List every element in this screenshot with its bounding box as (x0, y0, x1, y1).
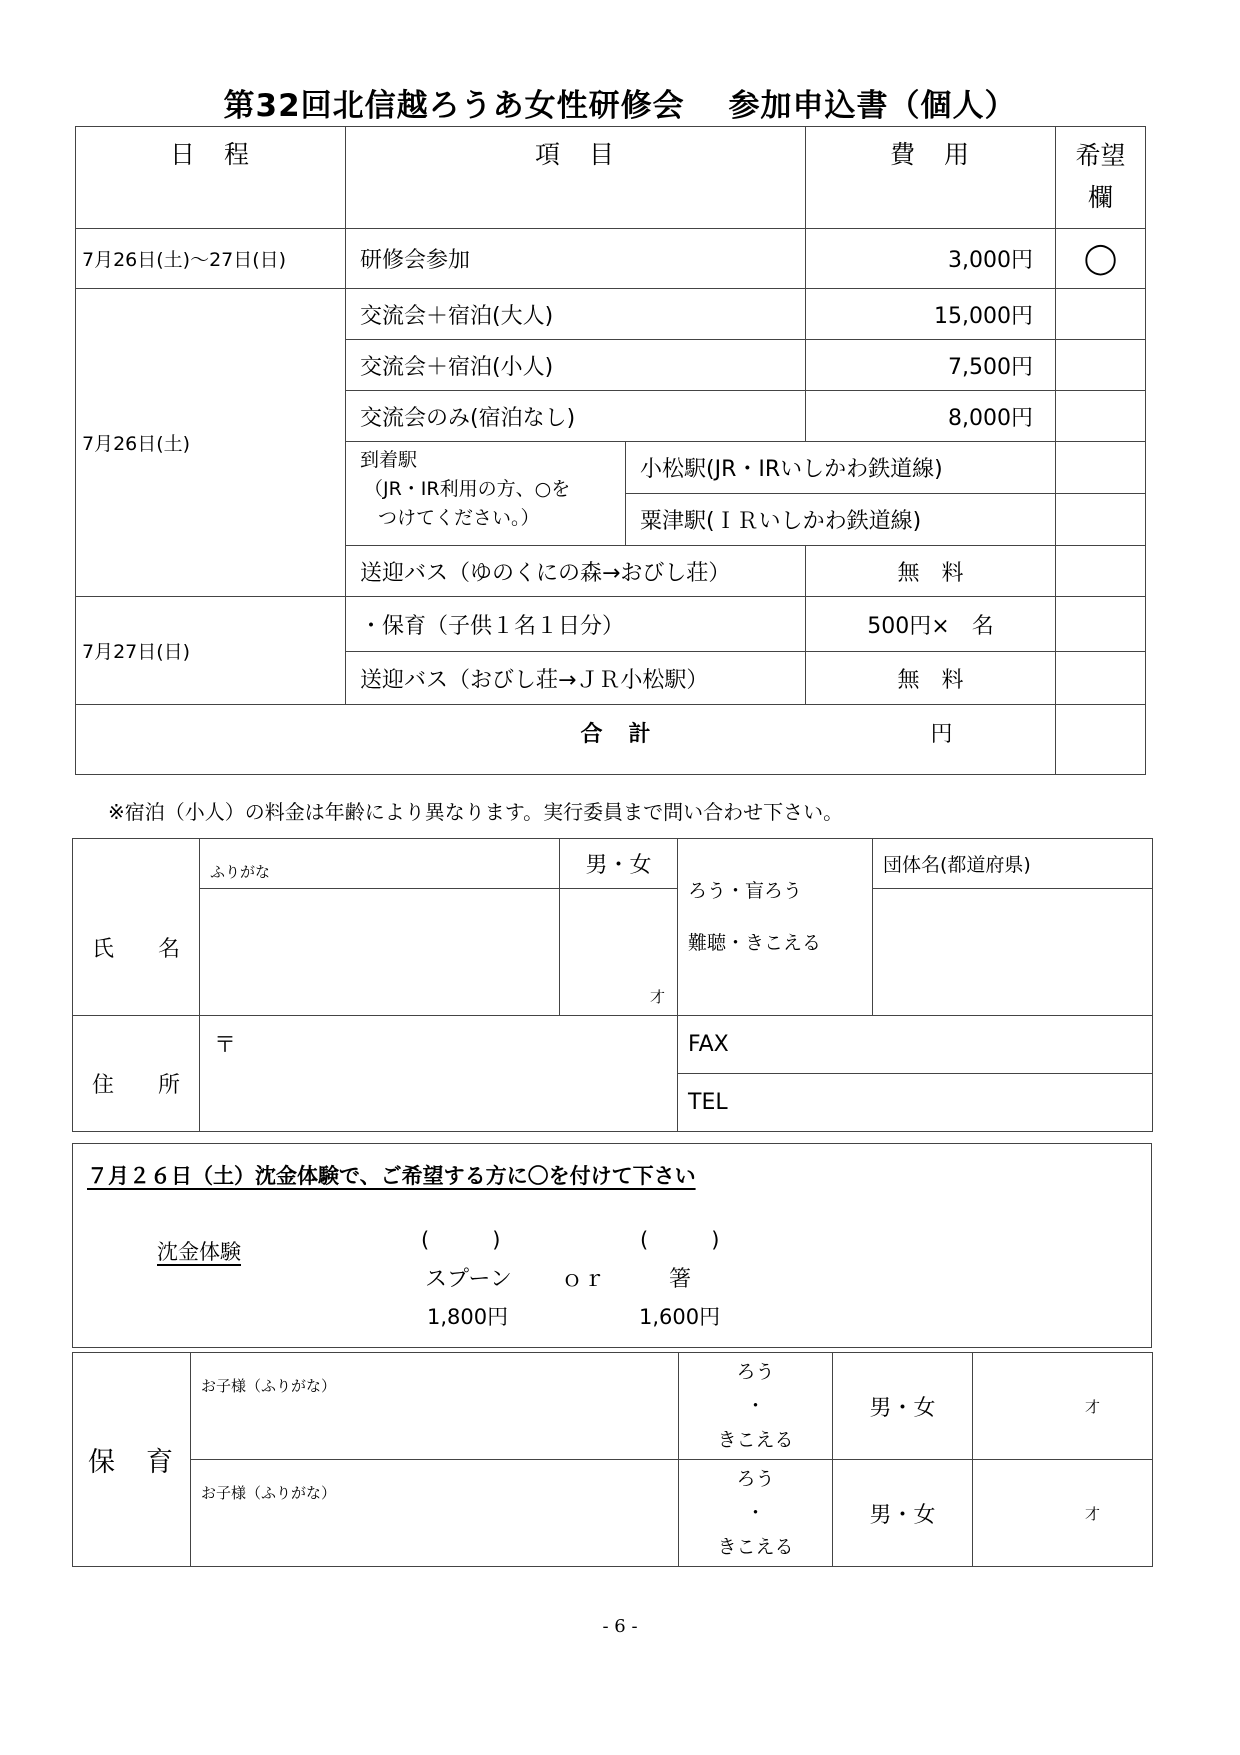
header-wish (1056, 127, 1146, 229)
group-field[interactable] (873, 889, 1153, 1016)
page-title: 第32回北信越ろうあ女性研修会 参加申込書（個人） (223, 88, 1017, 124)
wish-seminar-circle[interactable]: ◯ (1056, 229, 1146, 289)
postal-mark: 〒 (214, 1033, 237, 1058)
total-value-cell[interactable] (1056, 705, 1146, 775)
page-number: - 6 - (602, 1616, 638, 1637)
cost-bus-day1: 無 料 (806, 546, 1056, 597)
header-item: 項 目 (346, 127, 806, 229)
child1-name-field[interactable] (191, 1353, 679, 1460)
arrival-label (346, 442, 626, 546)
child1-furigana: お子様（ふりがな） (201, 1377, 337, 1395)
experience-box (72, 1143, 1152, 1348)
wish-station-komatsu[interactable] (1056, 442, 1146, 494)
child1-hearing-line2: ・ (745, 1395, 765, 1417)
wish-bus-day1[interactable] (1056, 546, 1146, 597)
hearing-line2: 難聴・きこえる (688, 932, 822, 954)
item-party-adult: 交流会＋宿泊(大人) (346, 289, 806, 340)
item-seminar: 研修会参加 (346, 229, 806, 289)
address-field[interactable] (200, 1016, 678, 1132)
child1-hearing-line3: きこえる (717, 1429, 794, 1451)
fax-label: FAX (688, 1032, 729, 1057)
child2-hearing-line2: ・ (745, 1502, 765, 1524)
sex-select[interactable]: 男・女 (560, 839, 678, 889)
spoon-choice[interactable]: ( ) (421, 1228, 501, 1252)
tel-label: TEL (688, 1090, 728, 1115)
spoon-label: スプーン (425, 1267, 512, 1292)
item-childcare: ・保育（子供１名１日分） (346, 597, 806, 652)
header-wish-line2: 欄 (1088, 183, 1114, 212)
group-label: 団体名(都道府県) (873, 839, 1153, 889)
date-day2: 7月27日(日) (76, 597, 346, 705)
item-party-only: 交流会のみ(宿泊なし) (346, 391, 806, 442)
age-field[interactable] (560, 889, 678, 1016)
arrival-label-line2: （JR・IR利用の方、○を (364, 478, 571, 500)
name-field[interactable] (200, 889, 560, 1016)
total-row (76, 705, 1056, 775)
wish-party-only[interactable] (1056, 391, 1146, 442)
experience-label: 沈金体験 (157, 1240, 241, 1264)
header-date: 日 程 (76, 127, 346, 229)
wish-bus-day2[interactable] (1056, 652, 1146, 705)
item-bus-day1: 送迎バス（ゆのくにの森→おびし荘） (346, 546, 806, 597)
schedule-table (75, 126, 1146, 775)
child1-hearing-select[interactable] (679, 1353, 833, 1460)
cost-party-only: 8,000円 (806, 391, 1056, 442)
item-party-child: 交流会＋宿泊(小人) (346, 340, 806, 391)
child2-name-field[interactable] (191, 1460, 679, 1567)
child2-hearing-line1: ろう (736, 1468, 775, 1490)
furigana-label: ふりがな (200, 839, 560, 889)
fee-note: ※宿泊（小人）の料金は年齢により異なります。実行委員まで問い合わせ下さい。 (108, 800, 844, 824)
spoon-price: 1,800円 (427, 1305, 509, 1329)
name-label: 氏 名 (73, 839, 200, 1016)
child1-hearing-line1: ろう (736, 1361, 775, 1383)
child2-sex-select[interactable]: 男・女 (833, 1460, 973, 1567)
arrival-label-line1: 到着駅 (360, 449, 418, 471)
child1-sex-select[interactable]: 男・女 (833, 1353, 973, 1460)
wish-station-awazu[interactable] (1056, 494, 1146, 546)
total-unit: 円 (930, 722, 953, 747)
date-seminar: 7月26日(土)～27日(日) (76, 229, 346, 289)
station-komatsu: 小松駅(JR・IRいしかわ鉄道線) (626, 442, 1056, 494)
chopsticks-choice[interactable]: ( ) (640, 1228, 720, 1252)
child2-age-field[interactable]: 才 (973, 1460, 1153, 1567)
child2-furigana: お子様（ふりがな） (201, 1484, 337, 1502)
date-day1: 7月26日(土) (76, 289, 346, 597)
child2-hearing-line3: きこえる (717, 1536, 794, 1558)
chopsticks-label: 箸 (669, 1267, 692, 1292)
item-bus-day2: 送迎バス（おびし荘→ＪＲ小松駅） (346, 652, 806, 705)
address-label: 住 所 (73, 1016, 200, 1132)
age-suffix: 才 (649, 988, 665, 1006)
personal-table (72, 838, 1153, 1132)
fax-field[interactable] (678, 1016, 1153, 1074)
hearing-line1: ろう・盲ろう (688, 880, 803, 902)
childcare-table (72, 1352, 1153, 1567)
child1-age-field[interactable]: 才 (973, 1353, 1153, 1460)
cost-childcare: 500円× 名 (806, 597, 1056, 652)
total-label: 合 計 (580, 722, 653, 747)
cost-bus-day2: 無 料 (806, 652, 1056, 705)
wish-party-child[interactable] (1056, 340, 1146, 391)
tel-field[interactable] (678, 1074, 1153, 1132)
child2-hearing-select[interactable] (679, 1460, 833, 1567)
cost-party-child: 7,500円 (806, 340, 1056, 391)
cost-party-adult: 15,000円 (806, 289, 1056, 340)
header-cost: 費 用 (806, 127, 1056, 229)
experience-heading: ７月２６日（土）沈金体験で、ご希望する方に〇を付けて下さい (87, 1164, 696, 1188)
hearing-select[interactable] (678, 839, 873, 1016)
childcare-label: 保 育 (73, 1353, 191, 1567)
chopsticks-price: 1,600円 (639, 1305, 721, 1329)
wish-party-adult[interactable] (1056, 289, 1146, 340)
station-awazu: 粟津駅(ＩＲいしかわ鉄道線) (626, 494, 1056, 546)
or-label: ｏｒ (561, 1267, 606, 1292)
header-wish-line1: 希望 (1075, 141, 1126, 170)
wish-childcare[interactable] (1056, 597, 1146, 652)
cost-seminar: 3,000円 (806, 229, 1056, 289)
arrival-label-line3: つけてください。） (378, 507, 540, 529)
